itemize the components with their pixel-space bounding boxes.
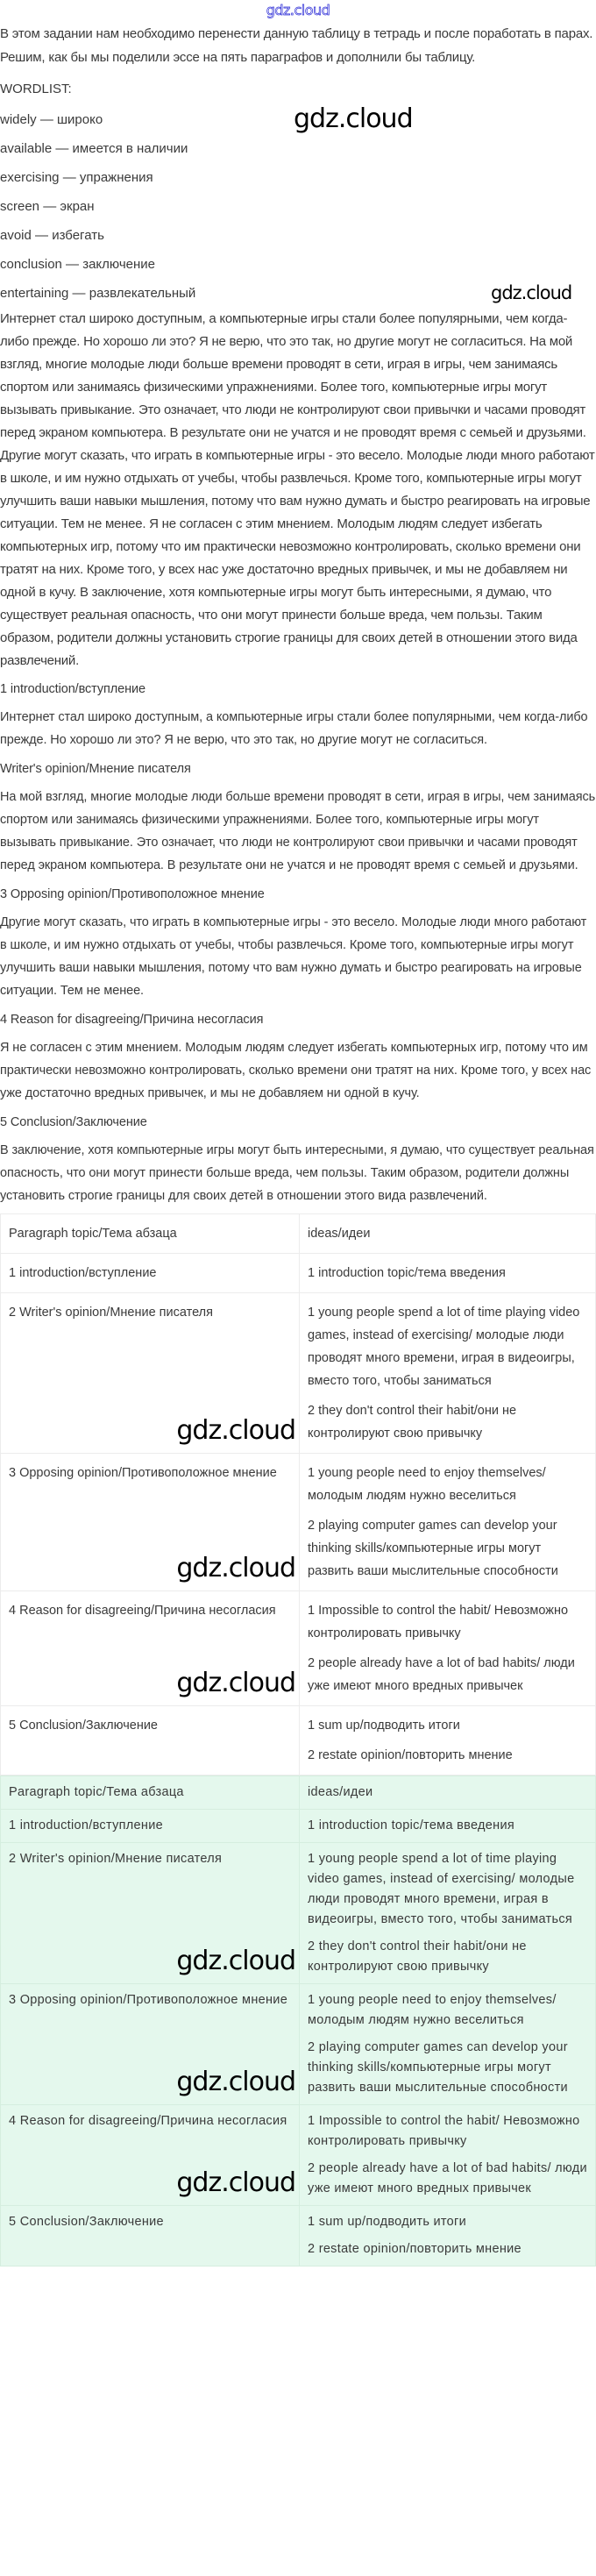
- task-intro: В этом задании нам необходимо перенести данную таблицу в тетрадь и после поработать в парах. Решим, как бы мы поделили эссе на пять параграфов и дополнили бы таблицу.: [0, 26, 593, 65]
- topic-cell: [1, 1843, 300, 1984]
- table-row: [1, 1591, 596, 1706]
- idea-item: 1 young people need to enjoy themselves/ молодым людям нужно веселиться: [308, 1993, 557, 2027]
- watermark-text: gdz.cloud: [176, 1668, 295, 1698]
- watermark-text: gdz.cloud: [491, 282, 572, 303]
- table-row: [1, 1706, 596, 1775]
- idea-item: 1 young people spend a lot of time playing video games, instead of exercising/ молодые люди проводят много времени, играя в видеоигры, вместо того, чтобы заниматься: [308, 1852, 575, 1926]
- topic-text: 5 Conclusion/Заключение: [9, 1719, 158, 1733]
- idea-item: 1 sum up/подводить итоги: [308, 2215, 467, 2229]
- idea-item: 1 sum up/подводить итоги: [308, 1719, 460, 1733]
- header-cell: Paragraph topic/Тема абзаца: [1, 1214, 300, 1254]
- watermark-text: gdz.cloud: [176, 1415, 295, 1446]
- ideas-cell: [300, 1810, 596, 1843]
- wordlist-title: WORDLIST:: [0, 82, 72, 96]
- watermark-text: gdz.cloud: [176, 1553, 295, 1583]
- essay-sections: [0, 678, 596, 1207]
- essay-text: Интернет стал широко доступным, а компьютерные игры стали более популярными, чем когда-либо прежде. Но хорошо ли это? Я не верю, что это так, но другие могут не согласиться. На мой взгляд, многие молодые люди больше времени проводят в сети, играя в игры, чем занимаясь спортом или занимаясь физическими упражнениями. Более того, компьютерные игры могут вызывать привыкание. Это означает, что люди не контролируют свои привычки и часами проводят перед экраном компьютера. В результате они не учатся и не проводят время с семьей и друзьями. Другие могут сказать, что играть в компьютерные игры - это весело. Молодые люди много работают в школе, и им нужно отдыхать от учебы, чтобы развлечься. Кроме того, компьютерные игры могут улучшить ваши навыки мышления, потому что вам нужно думать и быстро реагировать на игровые ситуации. Тем не менее. Я не согласен с этим мнением. Молодым людям следует избегать компьютерных игр, потому что им практически невозможно контролировать, сколько времени они тратят на них. Кроме того, у всех нас уже достаточно вредных привычек, и мы не добавляем ни одной в кучу. В заключение, хотя компьютерные игры могут быть интересными, я думаю, что существует реальная опасность, что они могут принести больше вреда, чем пользы. Таким образом, родители должны установить строгие границы для своих детей в отношении этого вида развлечений.: [0, 311, 595, 668]
- section-heading: 1 introduction/вступление: [0, 682, 145, 696]
- section-heading: 5 Conclusion/Заключение: [0, 1115, 147, 1129]
- table-header-row: [1, 1214, 596, 1254]
- idea-item: 2 playing computer games can develop your thinking skills/компьютерные игры могут развить ваши мыслительные способности: [308, 1519, 558, 1578]
- topic-cell: [1, 1810, 300, 1843]
- ideas-cell: [300, 1293, 596, 1454]
- section-heading: 3 Opposing opinion/Противоположное мнение: [0, 887, 265, 901]
- idea-item: 2 they don't control their habit/они не контролируют свою привычку: [308, 1404, 517, 1441]
- ideas-cell: [300, 1706, 596, 1775]
- topic-cell: [1, 1293, 300, 1454]
- idea-item: 2 playing computer games can develop your thinking skills/компьютерные игры могут развить ваши мыслительные способности: [308, 2040, 568, 2095]
- topic-cell: [1, 1254, 300, 1293]
- wordlist-item: [0, 279, 596, 308]
- ideas-cell: [300, 2105, 596, 2206]
- ideas-cell: [300, 2206, 596, 2266]
- idea-item: 1 Impossible to control the habit/ Невозможно контролировать привычку: [308, 1604, 569, 1640]
- section-text: На мой взгляд, многие молодые люди больше времени проводят в сети, играя в игры, чем занимаясь спортом или занимаясь физическими упражнениями. Более того, компьютерные игры могут вызывать привыкание. Это означает, что люди не контролируют свои привычки и часами проводят перед экраном компьютера. В результате они не учатся и не проводят время с семьей и друзьями.: [0, 790, 596, 872]
- topic-cell: [1, 1454, 300, 1591]
- table-header-row: [1, 1776, 596, 1810]
- idea-item: 1 introduction topic/тема введения: [308, 1818, 515, 1832]
- topic-text: 1 introduction/вступление: [9, 1266, 157, 1280]
- table-row: [1, 1810, 596, 1843]
- table-row: [1, 1293, 596, 1454]
- wordlist-item-text: conclusion — заключение: [0, 257, 155, 272]
- idea-item: 1 introduction topic/тема введения: [308, 1266, 506, 1280]
- ideas-cell: [300, 1984, 596, 2105]
- wordlist-item: [0, 163, 596, 192]
- table-row: [1, 2105, 596, 2206]
- table-row: [1, 1454, 596, 1591]
- topic-cell: [1, 1706, 300, 1775]
- watermark-text: gdz.cloud: [176, 2167, 295, 2198]
- wordlist-item: [0, 221, 596, 250]
- section-text: Я не согласен с этим мнением. Молодым людям следует избегать компьютерных игр, потому что им практически невозможно контролировать, сколько времени они тратят на них. Кроме того, у всех нас уже достаточно вредных привычек, и мы не добавляем ни одной в кучу.: [0, 1041, 592, 1100]
- wordlist-item: [0, 134, 596, 163]
- ideas-cell: [300, 1454, 596, 1591]
- wordlist-item-text: entertaining — развлекательный: [0, 286, 196, 301]
- ideas-cell: [300, 1843, 596, 1984]
- paragraph-plan-table-highlighted: [0, 1775, 596, 2266]
- wordlist-item-text: screen — экран: [0, 199, 95, 214]
- idea-item: 2 restate opinion/повторить мнение: [308, 2242, 522, 2256]
- watermark-text: gdz.cloud: [176, 2067, 295, 2097]
- idea-item: 2 people already have a lot of bad habits/ люди уже имеют много вредных привычек: [308, 1656, 575, 1693]
- topic-text: 3 Opposing opinion/Противоположное мнение: [9, 1466, 277, 1480]
- top-watermark: gdz.cloud: [266, 2, 330, 18]
- topic-text: 2 Writer's opinion/Мнение писателя: [9, 1852, 223, 1866]
- watermark-text: gdz.cloud: [176, 1946, 295, 1976]
- table-row: [1, 1843, 596, 1984]
- section-text: Интернет стал широко доступным, а компьютерные игры стали более популярными, чем когда-либо прежде. Но хорошо ли это? Я не верю, что это так, но другие могут не согласиться.: [0, 710, 588, 747]
- idea-item: 2 people already have a lot of bad habits/ люди уже имеют много вредных привычек: [308, 2161, 587, 2195]
- idea-item: 1 young people need to enjoy themselves/ молодым людям нужно веселиться: [308, 1466, 546, 1503]
- section-text: В заключение, хотя компьютерные игры могут быть интересными, я думаю, что существует реальная опасность, что они могут принести больше вреда, чем пользы. Таким образом, родители должны установить строгие границы для своих детей в отношении этого вида развлечений.: [0, 1143, 594, 1203]
- topic-text: 4 Reason for disagreeing/Причина несогласия: [9, 2114, 287, 2128]
- idea-item: 1 Impossible to control the habit/ Невозможно контролировать привычку: [308, 2114, 580, 2148]
- idea-item: 2 restate opinion/повторить мнение: [308, 1748, 513, 1762]
- idea-item: 2 they don't control their habit/они не контролируют свою привычку: [308, 1939, 527, 1974]
- header-cell: ideas/идеи: [300, 1214, 596, 1254]
- topic-text: 3 Opposing opinion/Противоположное мнение: [9, 1993, 288, 2007]
- header-cell: ideas/идеи: [300, 1776, 596, 1810]
- section-heading: Writer's opinion/Мнение писателя: [0, 762, 191, 776]
- ideas-cell: [300, 1254, 596, 1293]
- table-row: [1, 2206, 596, 2266]
- topic-text: 4 Reason for disagreeing/Причина несогласия: [9, 1604, 276, 1618]
- topic-cell: [1, 1591, 300, 1706]
- topic-cell: [1, 1984, 300, 2105]
- table-row: [1, 1254, 596, 1293]
- wordlist-item-text: widely — широко: [0, 112, 103, 127]
- topic-cell: [1, 2206, 300, 2266]
- header-cell: Paragraph topic/Тема абзаца: [1, 1776, 300, 1810]
- ideas-cell: [300, 1591, 596, 1706]
- section-text: Другие могут сказать, что играть в компьютерные игры - это весело. Молодые люди много работают в школе, и им нужно отдыхать от учебы, чтобы развлечься. Кроме того, компьютерные игры могут улучшить ваши навыки мышления, потому что вам нужно думать и быстро реагировать на игровые ситуации. Тем не менее.: [0, 915, 587, 998]
- paragraph-plan-table: [0, 1213, 596, 1775]
- topic-text: 1 introduction/вступление: [9, 1818, 163, 1832]
- topic-cell: [1, 2105, 300, 2206]
- wordlist-item-text: avoid — избегать: [0, 228, 104, 243]
- watermark-text: gdz.cloud: [294, 103, 413, 134]
- topic-text: 5 Conclusion/Заключение: [9, 2215, 164, 2229]
- section-heading: 4 Reason for disagreeing/Причина несогласия: [0, 1013, 264, 1027]
- wordlist-item: [0, 105, 596, 134]
- topic-text: 2 Writer's opinion/Мнение писателя: [9, 1306, 213, 1320]
- idea-item: 1 young people spend a lot of time playing video games, instead of exercising/ молодые люди проводят много времени, играя в видеоигры, вместо того, чтобы заниматься: [308, 1306, 580, 1388]
- wordlist-item-text: available — имеется в наличии: [0, 141, 188, 156]
- wordlist-item: [0, 192, 596, 221]
- table-row: [1, 1984, 596, 2105]
- wordlist-item: [0, 250, 596, 279]
- wordlist-item-text: exercising — упражнения: [0, 170, 153, 185]
- wordlist: [0, 105, 596, 308]
